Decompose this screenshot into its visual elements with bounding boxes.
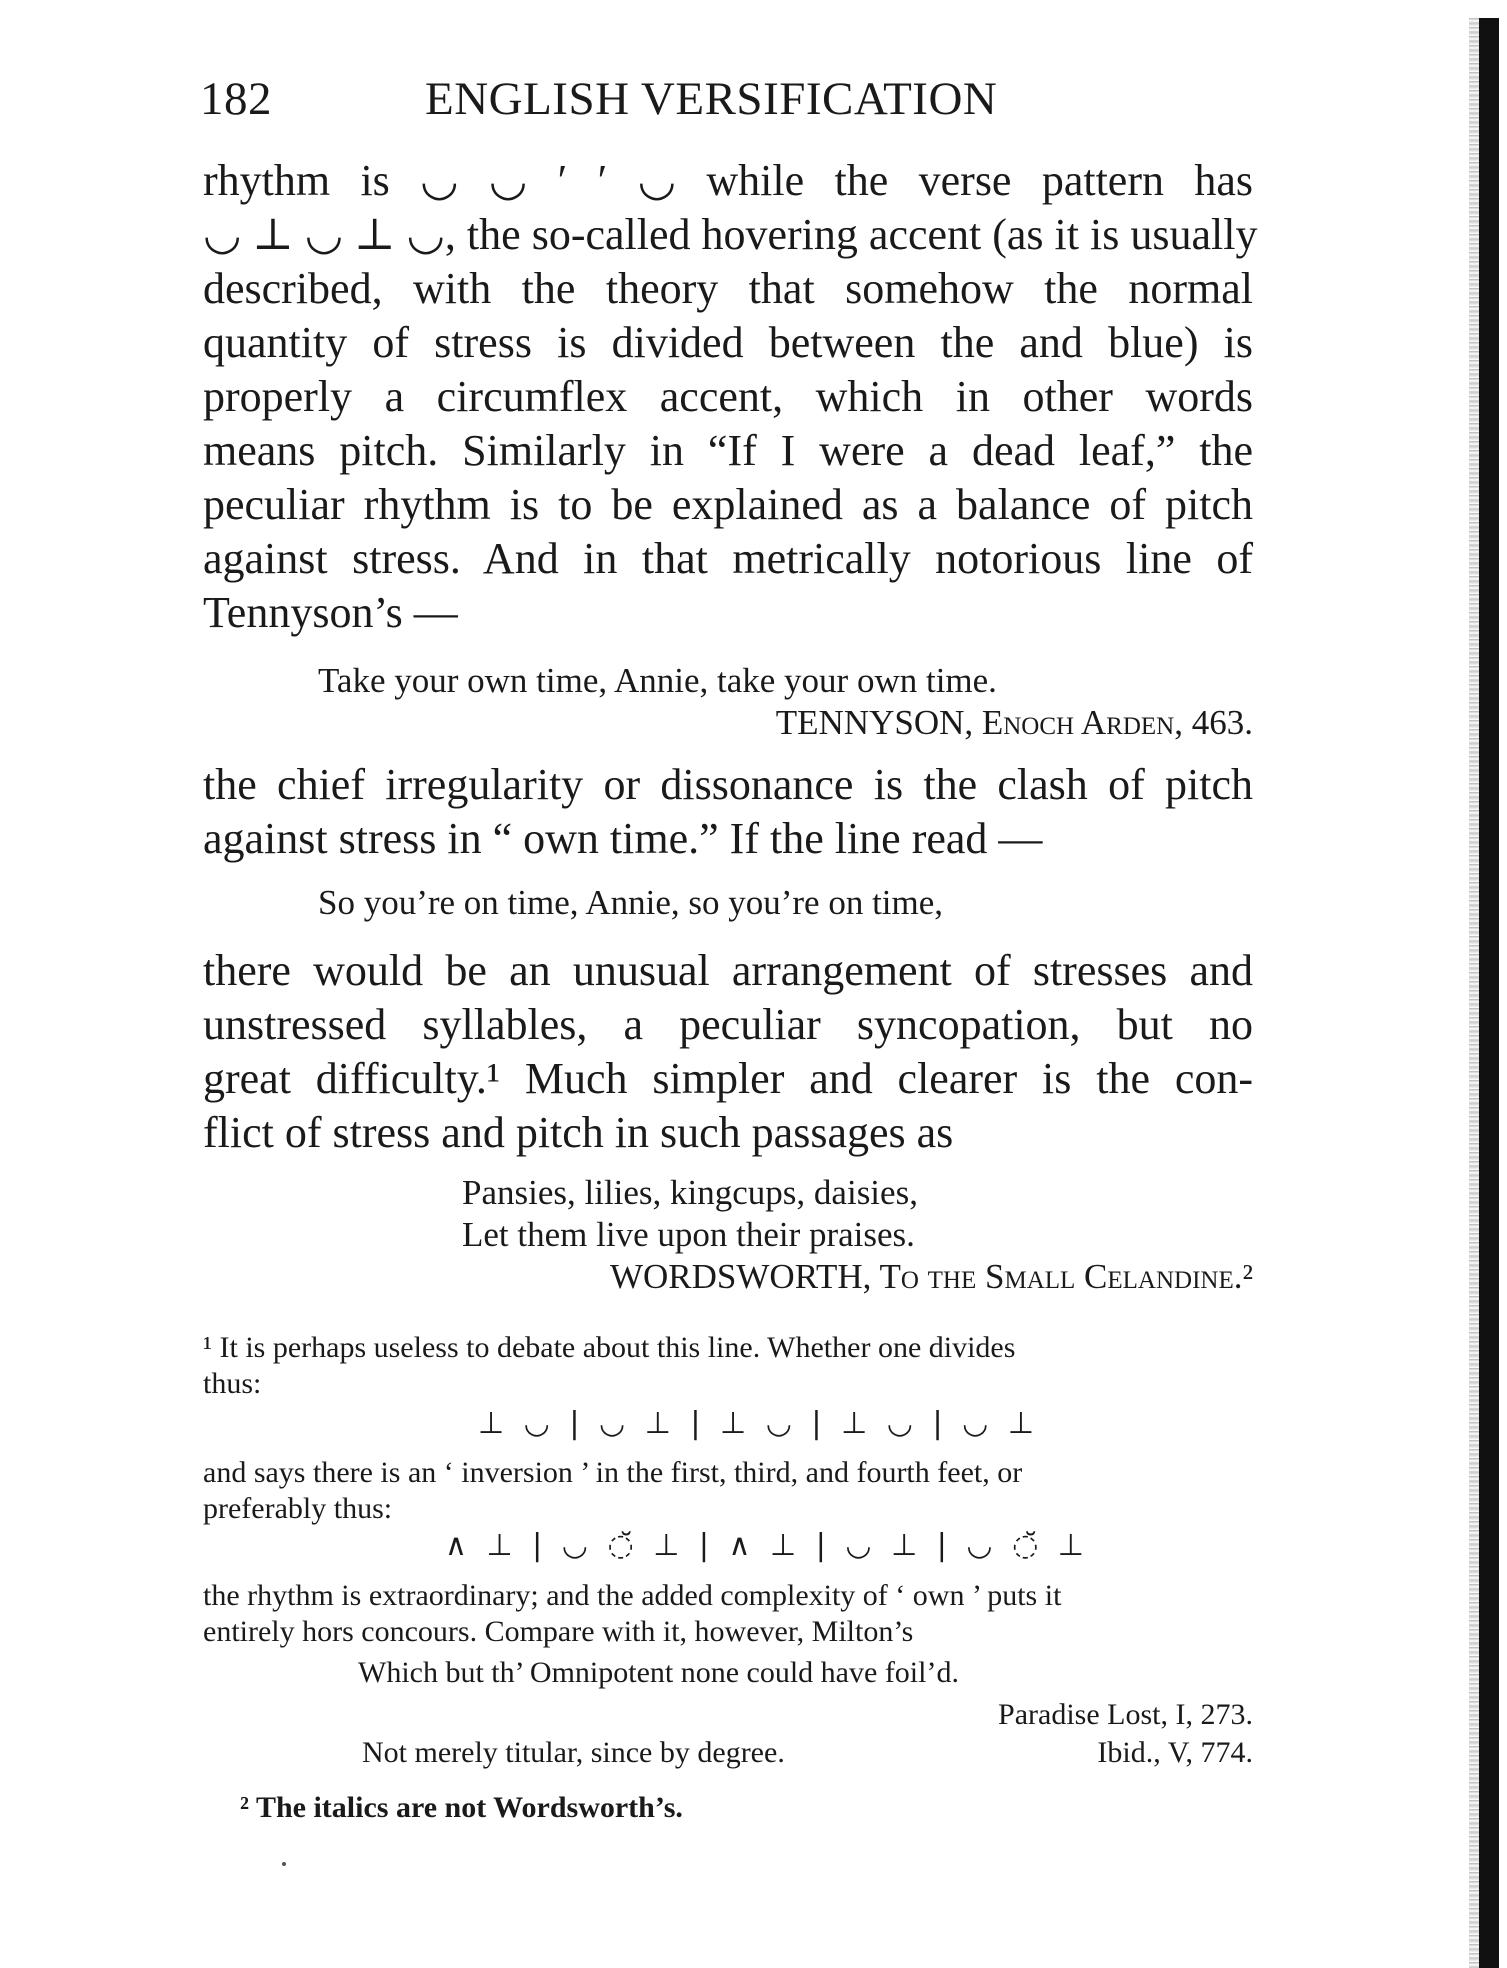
para3-line: great difficulty.¹ Much simpler and clearer is the con- [203, 1054, 1253, 1103]
para3-line: flict of stress and pitch in such passages as [203, 1108, 954, 1157]
footnote-2: ² The italics are not Wordsworth’s. [240, 1791, 683, 1824]
para1-line: described, with the theory that somehow the normal [203, 264, 1253, 313]
paragraph-3 [203, 944, 1253, 1160]
para3-line: there would be an unusual arrangement of stresses and [203, 946, 1253, 995]
scansion-a: ⊥ ◡ | ◡ ⊥ | ⊥ ◡ | ⊥ ◡ | ◡ ⊥ [478, 1406, 1039, 1441]
paragraph-2 [203, 758, 1253, 866]
footnote-line: entirely hors concours. Compare with it, however, Milton’s [203, 1615, 914, 1648]
footnote-1b [203, 1455, 1253, 1527]
footnote-1c [203, 1578, 1253, 1650]
page-number: 182 [200, 73, 272, 125]
para1-line: ◡ ⊥ ◡ ⊥ ◡, the so-called hovering accent (as it is usually [203, 210, 1258, 259]
footnote-line: preferably thus: [203, 1492, 393, 1525]
paragraph-1 [203, 154, 1258, 640]
tennyson-attribution: TENNYSON, Enoch Arden, 463. [775, 703, 1253, 742]
running-title: ENGLISH VERSIFICATION [425, 73, 998, 125]
milton-line-2: Not merely titular, since by degree. [362, 1736, 785, 1769]
wordsworth-line-1: Pansies, lilies, kingcups, daisies, [462, 1173, 918, 1212]
page-binding-edge [1479, 18, 1499, 1968]
tennyson-quote: Take your own time, Annie, take your own time. [318, 661, 997, 700]
para1-line: against stress. And in that metrically notorious line of [203, 534, 1253, 583]
para1-line: quantity of stress is divided between the and blue) is [203, 318, 1253, 367]
para1-line: peculiar rhythm is to be explained as a balance of pitch [203, 480, 1253, 529]
footnote-line: the rhythm is extraordinary; and the added complexity of ‘ own ’ puts it [203, 1579, 1062, 1612]
so-youre-quote: So you’re on time, Annie, so you’re on time, [318, 883, 944, 922]
para1-line: properly a circumflex accent, which in other words [203, 372, 1253, 421]
milton-reference-2: Ibid., V, 774. [1097, 1736, 1253, 1769]
para2-line: the chief irregularity or dissonance is the clash of pitch [203, 760, 1253, 809]
milton-reference: Paradise Lost, I, 273. [998, 1698, 1253, 1731]
para1-line: means pitch. Similarly in “If I were a dead leaf,” the [203, 426, 1253, 475]
para2-line: against stress in “ own time.” If the line read — [203, 814, 1043, 863]
footnote-line: ¹ It is perhaps useless to debate about this line. Whether one divides [203, 1331, 1016, 1364]
para1-line: rhythm is ◡ ◡ ′ ′ ◡ while the verse pattern has [203, 156, 1253, 205]
wordsworth-line-2: Let them live upon their praises. [462, 1215, 915, 1254]
footnote-1a [203, 1330, 1253, 1402]
footnote-line: thus: [203, 1367, 262, 1400]
wordsworth-attribution: WORDSWORTH, To the Small Celandine.² [610, 1257, 1253, 1296]
scansion-b: ∧ ⊥ | ◡ ◌̆ ⊥ | ∧ ⊥ | ◡ ⊥ | ◡ ◌̆ ⊥ [445, 1528, 1089, 1563]
para3-line: unstressed syllables, a peculiar syncopation, but no [203, 1000, 1253, 1049]
milton-line: Which but th’ Omnipotent none could have foil’d. [358, 1656, 959, 1689]
footnote-line: and says there is an ‘ inversion ’ in the first, third, and fourth feet, or [203, 1456, 1023, 1489]
para1-line: Tennyson’s — [203, 588, 458, 637]
scan-speck [282, 1862, 286, 1866]
